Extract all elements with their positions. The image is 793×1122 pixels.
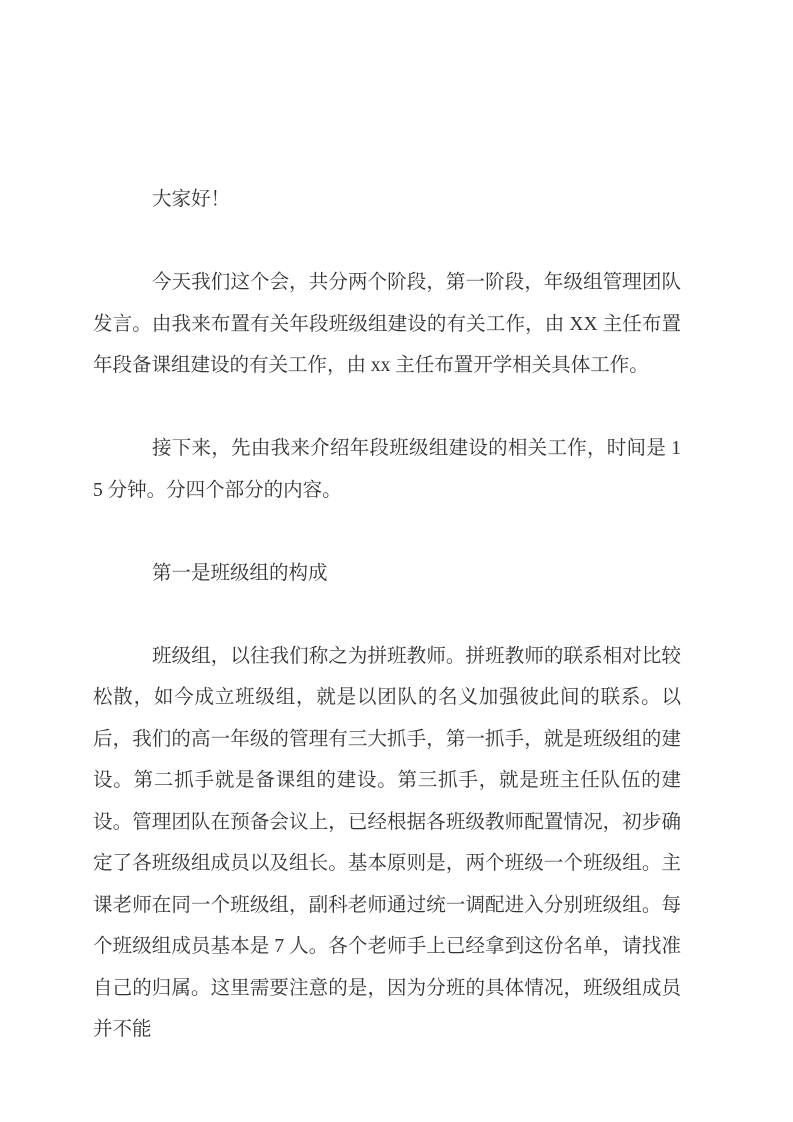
paragraph: 大家好！ [152, 189, 231, 210]
document-content [93, 179, 681, 1051]
paragraph: 第一是班级组的构成 [152, 562, 328, 584]
paragraph: 今天我们这个会，共分两个阶段，第一阶段，年级组管理团队发言。由我来布置有关年段班级组建设的有关工作，由 XX 主任布置年段备课组建设的有关工作，由 xx 主任布置开学相关具体工作。 [93, 272, 681, 376]
paragraph: 班级组，以往我们称之为拼班教师。拼班教师的联系相对比较松散，如今成立班级组，就是以团队的名义加强彼此间的联系。以后，我们的高一年级的管理有三大抓手，第一抓手，就是班级组的建设。第二抓手就是备课组的建设。第三抓手，就是班主任队伍的建设。管理团队在预备会议上，已经根据各班级教师配置情况，初步确定了各班级组成员以及组长。基本原则是，两个班级一个班级组。主课老师在同一个班级组，副科老师通过统一调配进入分别班级组。每个班级组成员基本是 7 人。各个老师手上已经拿到这份名单，请找准自己的归属。这里需要注意的是，因为分班的具体情况，班级组成员并不能 [93, 645, 681, 1040]
paragraph: 接下来，先由我来介绍年段班级组建设的相关工作，时间是 15 分钟。分四个部分的内容。 [93, 438, 681, 501]
